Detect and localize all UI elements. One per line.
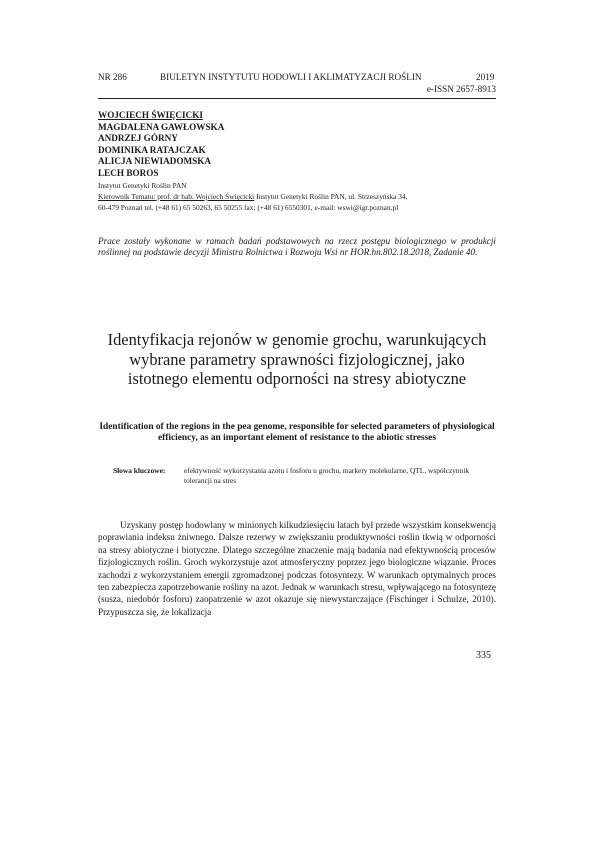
page-number: 335 xyxy=(476,650,491,661)
article-title-english: Identification of the regions in the pea genome, responsible for selected parameters of physiological efficiency, as an important element of resistance to the abiotic stresses xyxy=(99,422,495,444)
keywords-label: Słowa kluczowe: xyxy=(113,466,166,475)
journal-name: BIULETYN INSTYTUTU HODOWLI I AKLIMATYZACJI ROŚLIN xyxy=(160,72,422,82)
body-paragraph: Uzyskany postęp hodowlany w minionych kilkudziesięciu latach był przede wszystkim konsekwencją poprawiania indeksu żniwnego. Dalsze rezerwy w zwiększaniu produktywności roślin tkwią w odporności na stresy abiotyczne i biotyczne. Dlatego szczególne znaczenie mają badania nad efektywnością procesów fizjologicznych roślin. Groch wykorzystuje azot atmosferyczny poprzez jego biologiczne wiązanie. Proces zachodzi z wykorzystaniem energii zgromadzonej podczas fotosyntezy. W warunkach optymalnych proces ten zabezpiecza zapotrzebowanie rośliny na azot. Jednak w warunkach stresu, wpływającego na fotosyntezę (susza, niedobór fosforu) zaopatrzenie w azot okazuje się niewystarczające (Fischinger i Schulze, 2010). Przypuszcza się, że lokalizacja xyxy=(98,520,496,617)
article-title-polish: Identyfikacja rejonów w genomie grochu, warunkujących wybrane parametry sprawności fizjologicznej, jako istotnego elementu odporności na stresy abiotyczne xyxy=(107,330,487,389)
author-list xyxy=(98,110,224,180)
author-name: LECH BOROS xyxy=(98,167,159,178)
contact-line: 60-479 Poznań tel. (+48 61) 65 50263, 65 50255 fax: (+48 61) 6550301, e-mail: wswi@igr.poznan.pl xyxy=(98,203,399,212)
journal-year: 2019 xyxy=(476,72,495,82)
header-divider xyxy=(98,98,496,99)
affiliation-line xyxy=(98,191,496,202)
author-name: ANDRZEJ GÓRNY xyxy=(98,133,178,144)
institute-address: Instytut Genetyki Roślin PAN, ul. Strzeszyńska 34, xyxy=(254,192,408,201)
body-text xyxy=(98,519,496,618)
institute-name: Instytut Genetyki Roślin PAN xyxy=(98,181,187,190)
issue-number: NR 286 xyxy=(98,72,127,82)
author-name: DOMINIKA RATAJCZAK xyxy=(98,144,206,155)
author-name: WOJCIECH ŚWIĘCICKI xyxy=(98,110,203,120)
author-name: ALICJA NIEWIADOMSKA xyxy=(98,156,212,167)
affiliation-block xyxy=(98,180,496,213)
journal-issn: e-ISSN 2657-8913 xyxy=(426,84,496,94)
author-name: MAGDALENA GAWŁOWSKA xyxy=(98,121,225,132)
funding-note: Prace zostały wykonane w ramach badań podstawowych na rzecz postępu biologicznego w produkcji roślinnej na podstawie decyzji Ministra Rolnictwa i Rozwoju Wsi nr HOR.hn.802.18.2018, Zadanie 40. xyxy=(98,236,496,258)
project-manager: Kierownik Tematu: prof. dr hab. Wojciech Święcicki xyxy=(98,192,255,201)
keywords-text: efektywność wykorzystania azotu i fosforu u grochu, markery molekularne, QTL, współczynnik tolerancji na stres xyxy=(184,466,470,486)
